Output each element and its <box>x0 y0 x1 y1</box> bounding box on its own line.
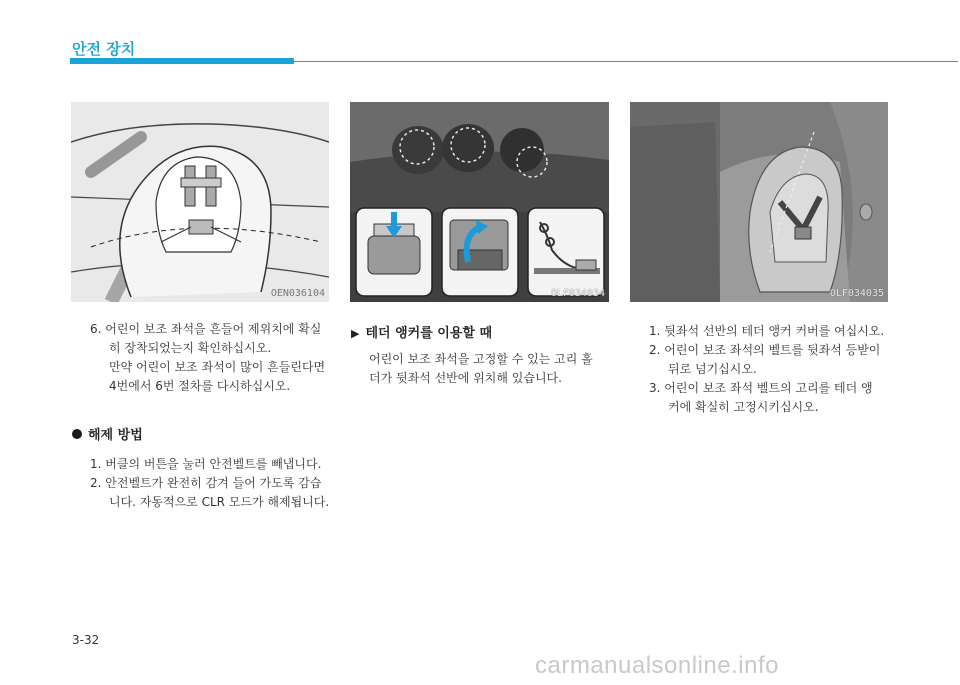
step-6-note: 만약 어린이 보조 좌석이 많이 흔들린다면 <box>109 360 326 374</box>
step-6-cont: 히 장착되었는지 확인하십시오. <box>109 341 272 355</box>
column-1-text <box>90 320 340 396</box>
tether-step-2: 2. 어린이 보조 좌석의 벨트를 뒷좌석 등받이 <box>649 343 881 357</box>
tether-heading-text: 테더 앵커를 이용할 때 <box>365 326 493 341</box>
figure-code: OLF034035 <box>829 288 884 299</box>
page-number: 3-32 <box>72 633 100 647</box>
figure-tether-anchor-photo <box>350 102 609 302</box>
tether-heading <box>351 322 492 341</box>
tether-step-2-cont: 뒤로 넘기십시오. <box>668 362 757 376</box>
release-step-2-cont: 니다. 자동적으로 CLR 모드가 해제됩니다. <box>109 495 330 509</box>
figure-code: OLF034034 <box>550 288 605 299</box>
figure-code: OEN036104 <box>270 288 325 299</box>
figure-child-seat-drawing <box>71 102 329 302</box>
bullet-icon <box>72 429 82 439</box>
tether-step-3-cont: 커에 확실히 고정시키십시오. <box>668 400 819 414</box>
triangle-icon: ▶ <box>351 327 360 340</box>
step-6: 6. 어린이 보조 좌석을 흔들어 제위치에 확실 <box>90 322 322 336</box>
header-rule-thick <box>70 58 294 64</box>
tether-step-1: 1. 뒷좌석 선반의 테더 앵커 커버를 여십시오. <box>649 324 885 338</box>
watermark: carmanualsonline.info <box>535 652 779 679</box>
release-heading <box>72 424 143 443</box>
tether-paragraph <box>369 350 614 388</box>
section-title: 안전 장치 <box>72 40 136 58</box>
release-steps <box>90 455 340 512</box>
step-6-note-cont: 4번에서 6번 절차를 다시하십시오. <box>109 379 291 393</box>
release-heading-text: 해제 방법 <box>88 428 143 443</box>
tether-para-line-2: 더가 뒷좌석 선반에 위치해 있습니다. <box>369 371 562 385</box>
release-step-2: 2. 안전벨트가 완전히 감겨 들어 가도록 감습 <box>90 476 322 490</box>
release-step-1: 1. 버클의 버튼을 눌러 안전벨트를 빼냅니다. <box>90 457 322 471</box>
column-3-text <box>649 322 894 417</box>
tether-para-line-1: 어린이 보조 좌석을 고정할 수 있는 고리 홀 <box>369 352 593 366</box>
header-rule-thin <box>294 61 958 62</box>
figure-rear-seat-photo <box>630 102 888 302</box>
tether-step-3: 3. 어린이 보조 좌석 벨트의 고리를 테더 앵 <box>649 381 873 395</box>
